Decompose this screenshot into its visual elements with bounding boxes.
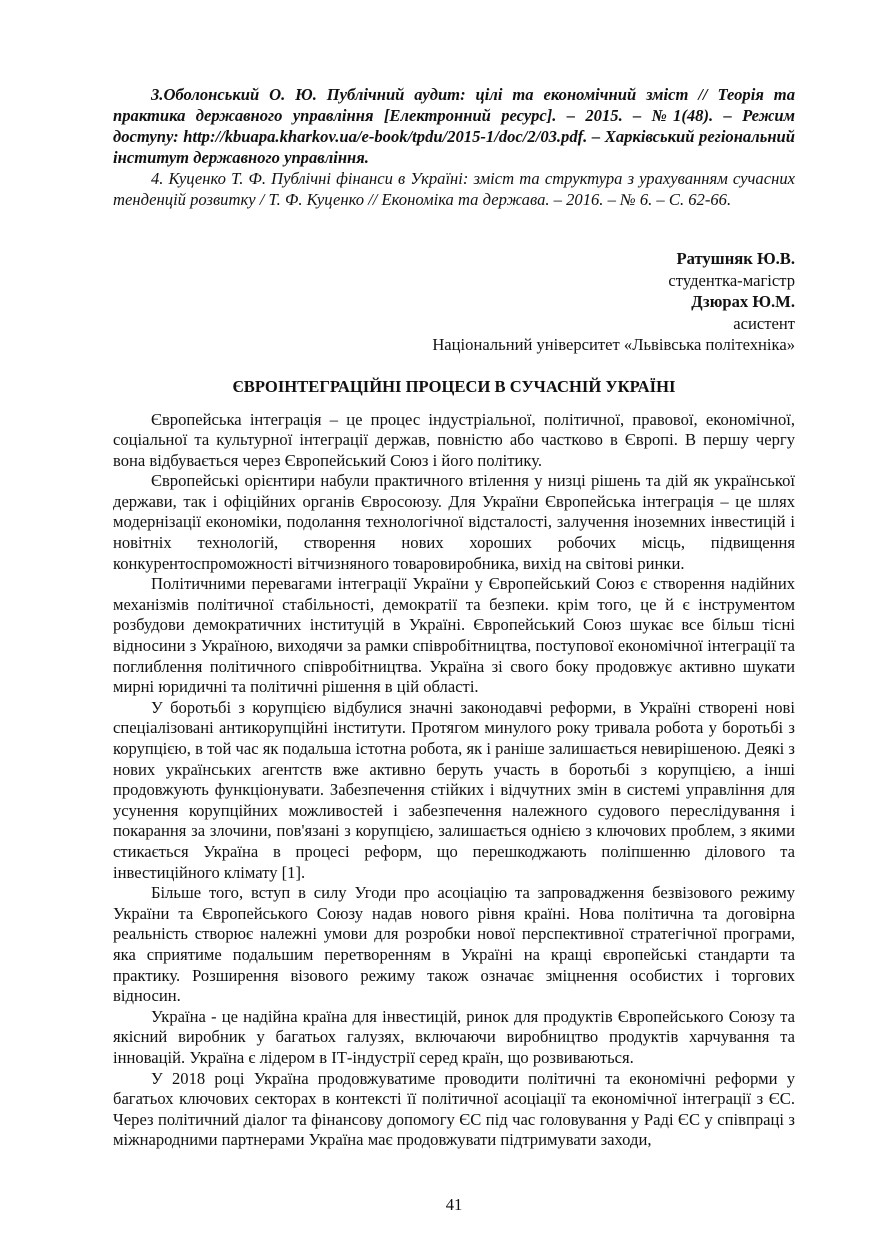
author-name: Ратушняк Ю.В.	[676, 249, 795, 268]
document-page	[113, 0, 795, 1255]
reference-item: 3.Оболонський О. Ю. Публічний аудит: цілі та економічний зміст // Теорія та практика державного управління [Електронний ресурс]. – 2015. – №1(48). – Режим доступу: http://kbuapa.kharkov.ua/e-book/tpdu/2015-1/doc/2/03.pdf. – Харківський регіональний інститут державного управління.	[113, 85, 795, 167]
author-name: Дзюрах Ю.М.	[691, 292, 795, 311]
article-title: ЄВРОІНТЕГРАЦІЙНІ ПРОЦЕСИ В СУЧАСНІЙ УКРАЇНІ	[232, 376, 676, 396]
paragraph: Україна - це надійна країна для інвестицій, ринок для продуктів Європейського Союзу та якісний виробник у багатьох галузях, включаючи виробництво продуктів харчування та інновацій. Україна є лідером в ІТ-індустрії серед країн, що розвиваються.	[113, 1006, 795, 1067]
author-role: асистент	[733, 313, 795, 333]
affiliation: Національний університет «Львівська політехніка»	[432, 335, 795, 354]
paragraph: У 2018 році Україна продовжуватиме проводити політичні та економічні реформи у багатьох ключових секторах в контексті її політичної асоціації та економічної інтеграції з ЄС. Через політичний діалог та фінансову допомогу ЄС під час головування у Раді ЄС у співпраці з міжнародними партнерами Україна має продовжувати підтримувати заходи,	[113, 1068, 795, 1150]
author-block	[113, 248, 795, 356]
paragraph: Європейські орієнтири набули практичного втілення у низці рішень та дій як української держави, так і офіційних органів Євросоюзу. Для України Європейська інтеграція – це шлях модернізації економіки, подолання технологічної відсталості, залучення іноземних інвестицій і новітніх технологій, створення нових хороших робочих місць, підвищення конкурентоспроможності вітчизняного товаровиробника, вихід на світові ринки.	[113, 471, 795, 573]
author-role: студентка-магістр	[668, 270, 795, 290]
paragraph: Більше того, вступ в силу Угоди про асоціацію та запровадження безвізового режиму України та Європейського Союзу надав нового рівня країні. Нова політична та договірна реальність створює належні умови для розробки нової перспективної стратегічної програми, яка сприятиме подальшим перетворенням в Україні на кращі європейські стандарти та практику. Розширення візового режиму також означає зміцнення особистих і торгових відносин.	[113, 883, 795, 1006]
page-number: 41	[445, 1194, 463, 1214]
paragraph: Європейська інтеграція – це процес індустріальної, політичної, правової, економічної, соціальної та культурної інтеграції держав, повністю або частково в Європі. В першу чергу вона відбувається через Європейський Союз і його політику.	[113, 409, 795, 470]
references	[113, 84, 795, 210]
reference-item: 4. Куценко Т. Ф. Публічні фінанси в Україні: зміст та структура з урахуванням сучасних тенденцій розвитку / Т. Ф. Куценко // Економіка та держава. – 2016. – № 6. – С. 62-66.	[113, 169, 795, 209]
paragraph: Політичними перевагами інтеграції України у Європейський Союз є створення надійних механізмів політичної стабільності, демократії та безпеки. крім того, це й є інструментом розбудови демократичних інституцій в Україні. Європейський Союз шукає все більш тісні відносини з Україною, виходячи за рамки співробітництва, поступової економічної інтеграції та поглиблення політичного співробітництва. Україна зі свого боку продовжує активно шукати мирні юридичні та політичні рішення в цій області.	[113, 574, 795, 697]
article-body	[113, 410, 795, 1151]
paragraph: У боротьбі з корупцією відбулися значні законодавчі реформи, в Україні створені нові спеціалізовані антикорупційні інститути. Протягом минулого року тривала робота у боротьбі з корупцією, в той час як подальша істотна робота, як і раніше залишається невирішеною. Деякі з нових українських агентств вже активно беруть участь в боротьбі з корупцією, а інші продовжують функціонувати. Забезпечення стійких і відчутних змін в системі управління для усунення корупційних можливостей і забезпечення належного судового переслідування і покарання за злочини, пов'язані з корупцією, залишається однією з ключових проблем, з якими стикається Україна в процесі реформ, що перешкоджають поліпшенню ділового та інвестиційного клімату [1].	[113, 697, 795, 882]
